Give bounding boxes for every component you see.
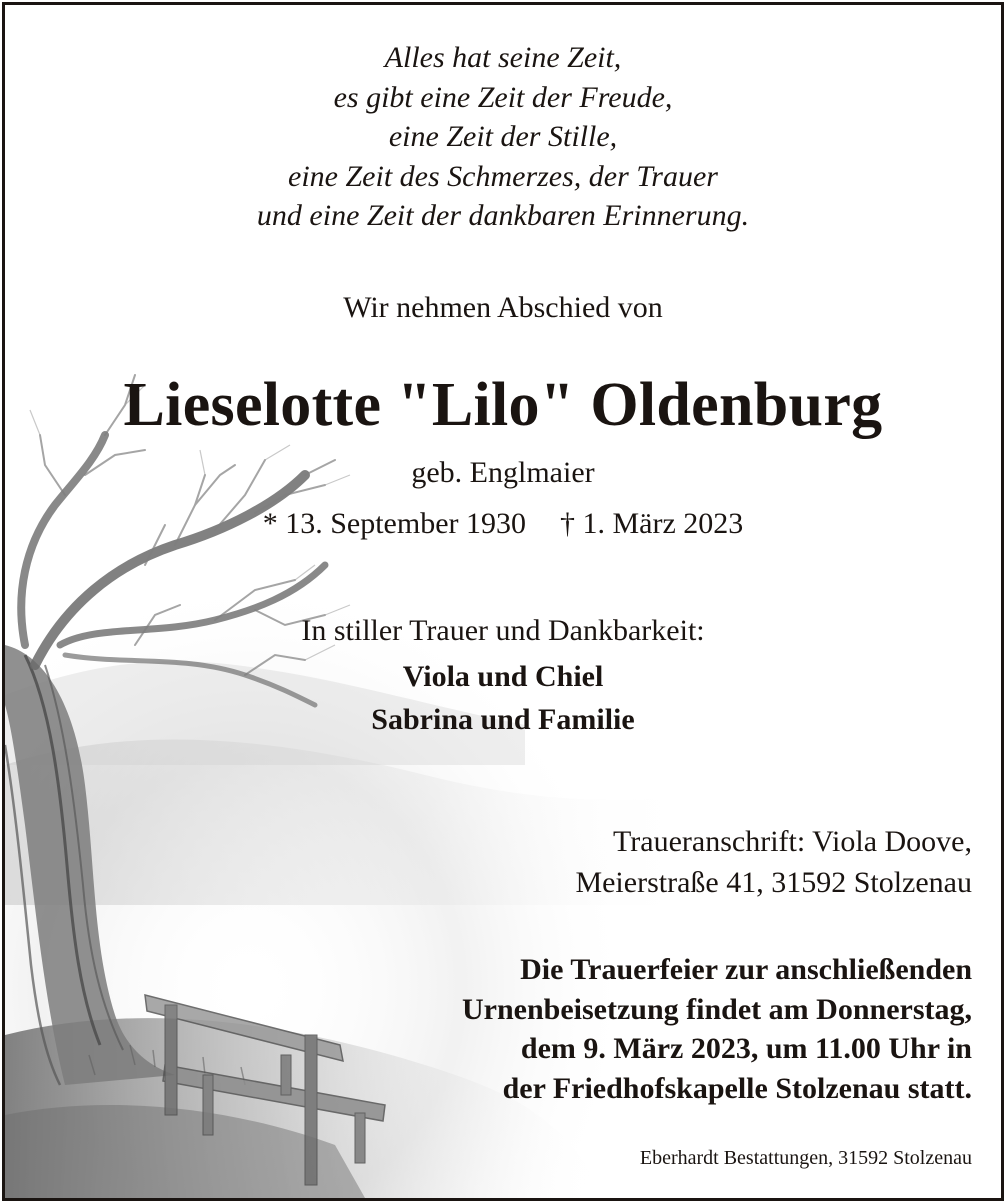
deceased-name: Lieselotte "Lilo" Oldenburg [123,371,883,439]
mourner: Viola und Chiel [402,660,604,693]
obituary-frame [2,2,1004,1201]
mourners-list [5,655,1001,741]
life-dates [5,504,1001,544]
poem-line: es gibt eine Zeit der Freude, [333,80,673,114]
address-line: Meierstraße 41, 31592 Stolzenau [575,866,972,899]
address-line: Traueranschrift: Viola Doove, [613,825,972,858]
birth-name: geb. Englmaier [411,456,595,489]
poem [5,38,1001,236]
mourner: Sabrina und Familie [371,703,635,736]
ceremony-line: dem 9. März 2023, um 11.00 Uhr in [520,1032,972,1065]
birth-date: * 13. September 1930 [262,507,526,540]
poem-line: und eine Zeit der dankbaren Erinnerung. [256,199,750,232]
ceremony-line: Die Trauerfeier zur anschließenden [520,953,972,986]
mourning-line: In stiller Trauer und Dankbarkeit: [301,614,705,647]
ceremony-line: der Friedhofskapelle Stolzenau statt. [502,1071,972,1105]
undertaker-credit: Eberhardt Bestattungen, 31592 Stolzenau [639,1147,972,1169]
condolence-address [575,821,972,903]
poem-line: Alles hat seine Zeit, [384,41,622,74]
poem-line: eine Zeit der Stille, [388,120,618,153]
death-date: † 1. März 2023 [560,507,744,540]
poem-line: eine Zeit des Schmerzes, der Trauer [288,159,718,193]
ceremony-notice [462,950,972,1108]
ceremony-line: Urnenbeisetzung findet am Donnerstag, [462,992,972,1026]
farewell-intro: Wir nehmen Abschied von [343,291,663,324]
